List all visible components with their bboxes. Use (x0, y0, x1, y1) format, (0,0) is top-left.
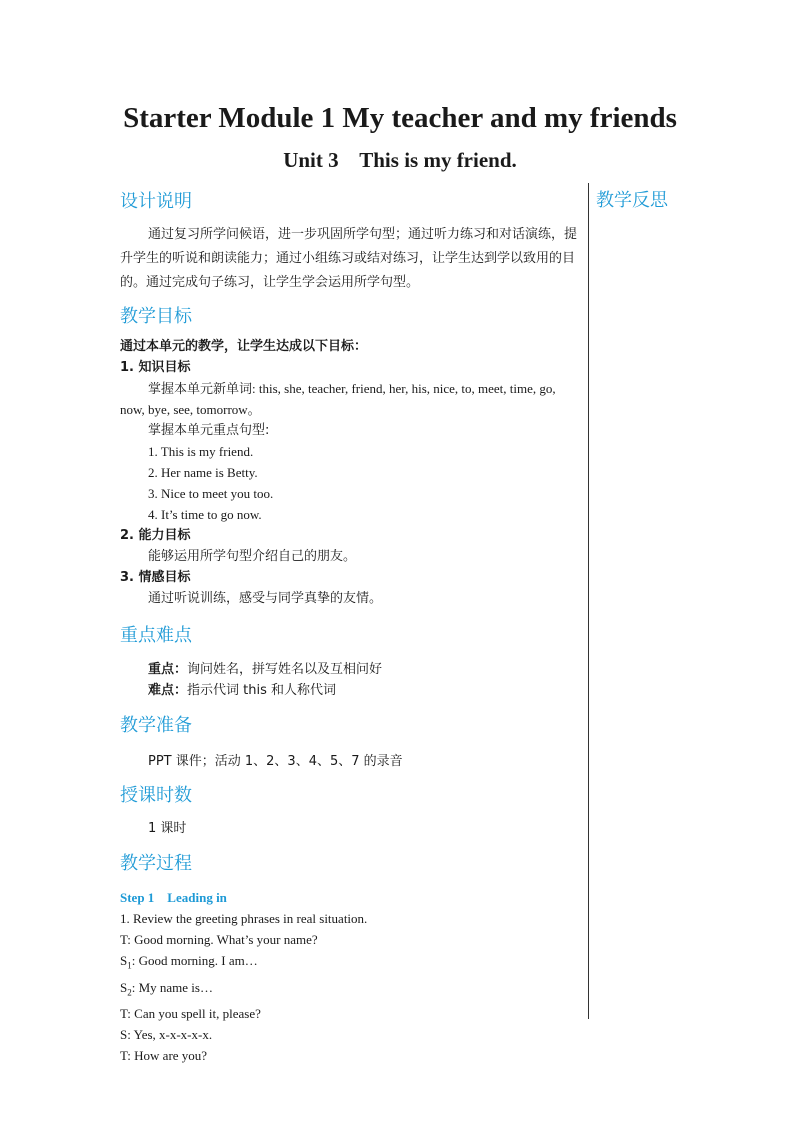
preparation-heading: 教学准备 (120, 715, 192, 736)
pattern-item: 1. This is my friend. (148, 444, 254, 459)
column-divider (588, 183, 589, 1019)
reflection-heading: 教学反思 (596, 190, 668, 211)
emotion-text: 通过听说训练，感受与同学真挚的友情。 (148, 591, 383, 606)
speaker-subscript: 1 (127, 960, 132, 971)
dialogue-line: T: Good morning. What’s your name? (120, 932, 318, 947)
dialogue-line (120, 950, 580, 977)
hours-text: 1 课时 (148, 821, 187, 836)
dialogue-line: T: Can you spell it, please? (120, 1006, 261, 1022)
design-heading: 设计说明 (120, 191, 192, 212)
process-heading: 教学过程 (120, 853, 192, 874)
difficulty-label: 难点： (148, 683, 188, 698)
dialogue-text: : Good morning. I am… (131, 953, 258, 968)
ability-text: 能够运用所学句型介绍自己的朋友。 (148, 549, 357, 564)
step-1-heading: Step 1 Leading in (120, 890, 227, 905)
page-title: Starter Module 1 My teacher and my friends (123, 102, 677, 134)
focus-line (120, 659, 580, 680)
objectives-heading: 教学目标 (120, 306, 192, 327)
ability-heading: 2. 能力目标 (120, 528, 191, 543)
focus-text: 询问姓名，拼写姓名以及互相问好 (187, 662, 383, 677)
unit-subtitle: Unit 3 This is my friend. (283, 148, 517, 172)
speaker: S (120, 953, 128, 968)
hours-heading: 授课时数 (120, 785, 192, 806)
pattern-item: 3. Nice to meet you too. (148, 486, 274, 501)
knowledge-heading: 1. 知识目标 (120, 360, 191, 375)
dialogue-line: T: How are you? (120, 1048, 208, 1064)
dialogue-line (120, 977, 580, 1004)
dialogue-line: S: Yes, x-x-x-x-x. (120, 1027, 213, 1043)
knowledge-words: 掌握本单元新单词: this, she, teacher, friend, her, his, nice, to, meet, time, go, now, bye, see, tomorrow。 (120, 381, 556, 417)
objectives-intro: 通过本单元的教学，让学生达成以下目标： (120, 339, 368, 354)
design-text: 通过复习所学问候语，进一步巩固所学句型；通过听力练习和对话演练，提升学生的听说和朗读能力；通过小组练习或结对练习，让学生达到学以致用的目的。通过完成句子练习，让学生学会运用所学句型。 (120, 227, 578, 290)
difficulty-line (120, 680, 580, 701)
keypoints-heading: 重点难点 (120, 625, 192, 646)
main-column (120, 183, 580, 1066)
patterns-intro: 掌握本单元重点句型: (148, 423, 270, 438)
speaker-subscript: 2 (127, 987, 132, 998)
pattern-item: 4. It’s time to go now. (148, 507, 262, 522)
focus-label: 重点： (148, 662, 188, 677)
review-line: 1. Review the greeting phrases in real situation. (120, 911, 368, 926)
difficulty-text: 指示代词 this 和人称代词 (187, 683, 337, 698)
dialogue-text: : My name is… (131, 979, 213, 995)
preparation-text: PPT 课件；活动 1、2、3、4、5、7 的录音 (148, 754, 403, 769)
speaker: S (120, 979, 128, 995)
pattern-item: 2. Her name is Betty. (148, 465, 258, 480)
emotion-heading: 3. 情感目标 (120, 570, 191, 585)
